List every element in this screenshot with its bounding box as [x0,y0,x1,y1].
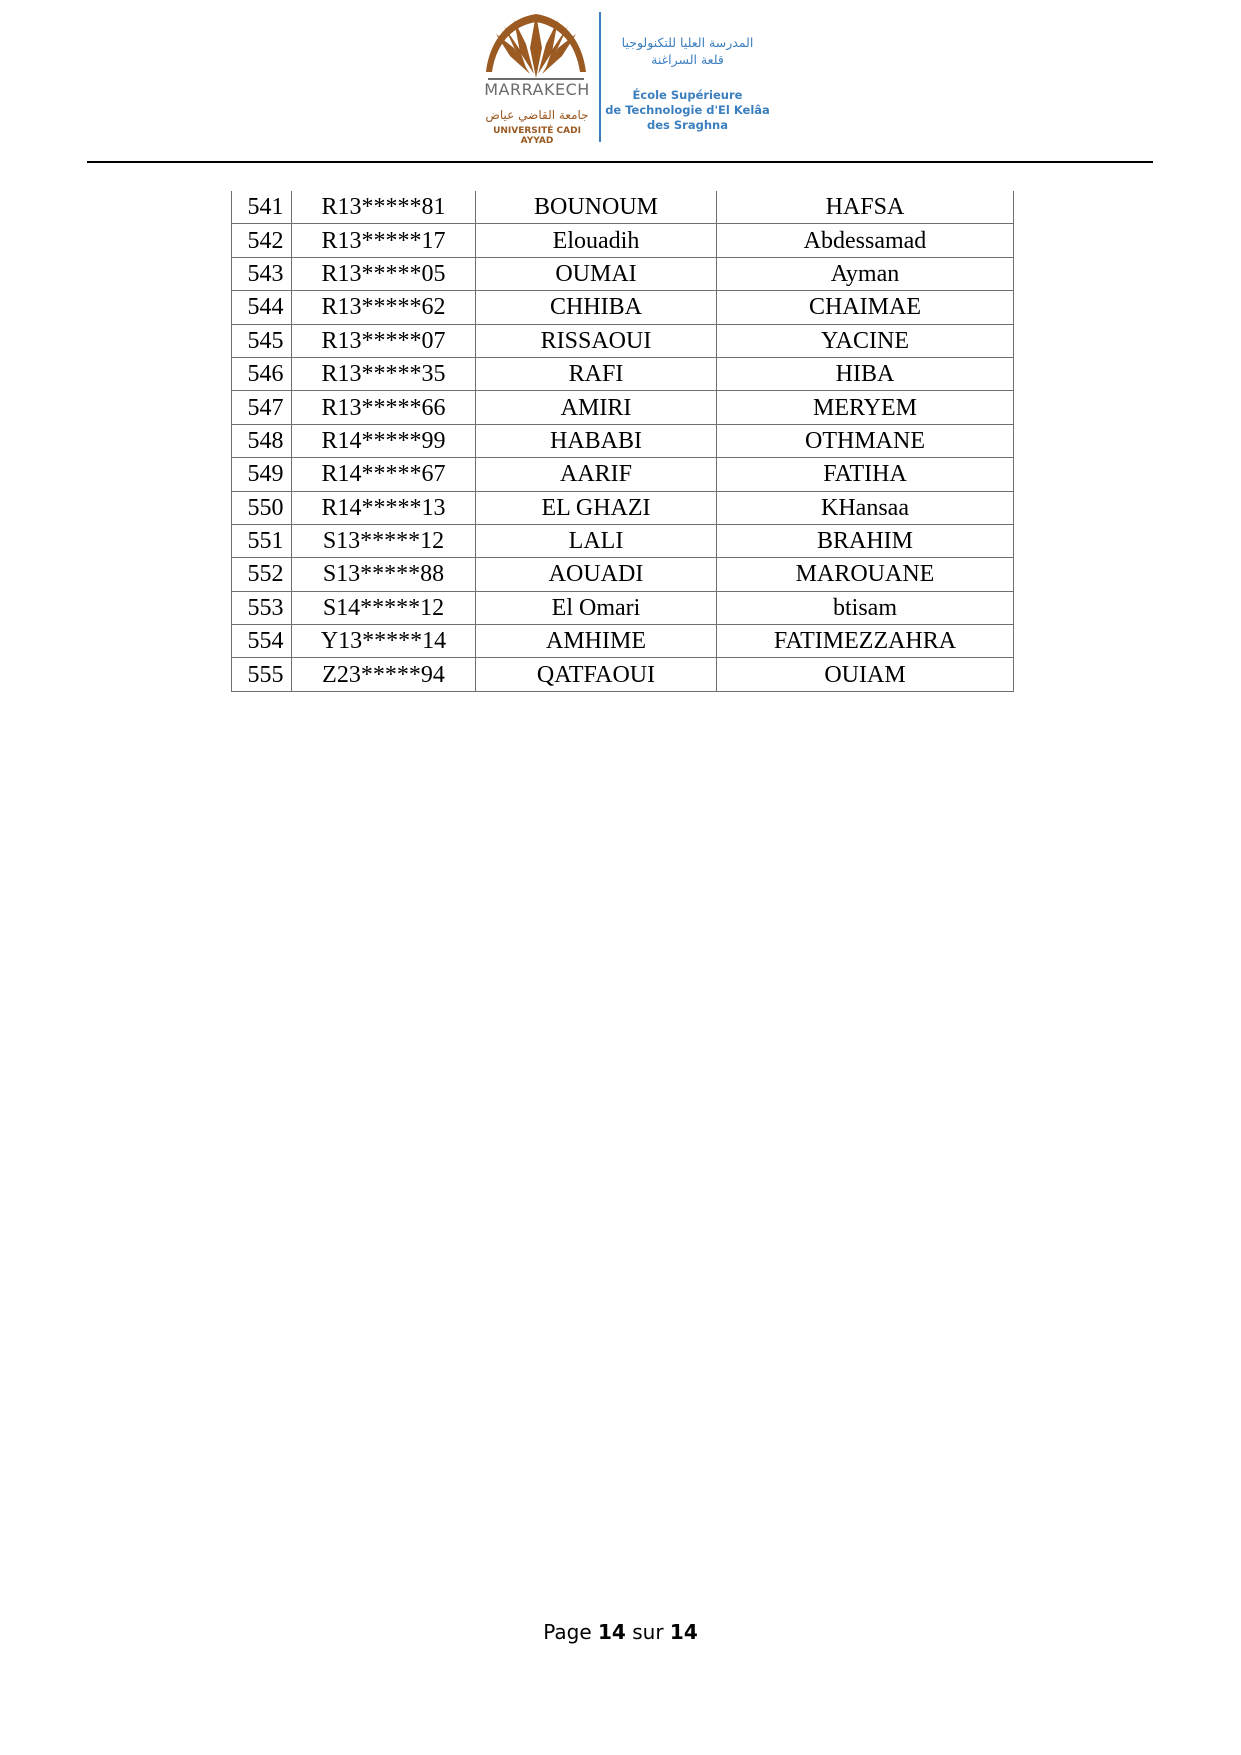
row-number-cell: 544 [232,291,292,324]
school-french-line-2: de Technologie d'El Kelâa [605,103,770,117]
row-number-cell: 541 [232,191,292,224]
page-word: Page [543,1620,592,1644]
student-id-cell: S13*****88 [292,558,476,591]
last-name-cell: LALI [476,524,717,557]
school-name-arabic [605,34,770,68]
last-name-cell: HABABI [476,424,717,457]
row-number-cell: 547 [232,391,292,424]
page-footer [0,1620,1241,1644]
student-id-cell: S13*****12 [292,524,476,557]
row-number-cell: 554 [232,625,292,658]
table-row [232,424,1014,457]
student-id-cell: R13*****07 [292,324,476,357]
row-number-cell: 551 [232,524,292,557]
first-name-cell: FATIHA [717,458,1014,491]
student-id-cell: R13*****17 [292,224,476,257]
last-name-cell: RISSAOUI [476,324,717,357]
last-name-cell: OUMAI [476,257,717,290]
table-row [232,658,1014,691]
first-name-cell: HAFSA [717,191,1014,224]
school-arabic-line-1: المدرسة العليا للتكنولوجيا [621,35,754,50]
table-row [232,324,1014,357]
institution-logo [480,8,770,146]
table-row [232,357,1014,390]
last-name-cell: CHHIBA [476,291,717,324]
logo-city-name: MARRAKECH [484,80,590,99]
school-french-line-3: des Sraghna [647,118,728,132]
palm-arch-logo-icon [480,8,592,88]
first-name-cell: HIBA [717,357,1014,390]
university-name-arabic: جامعة القاضي عياض [485,108,589,122]
student-id-cell: R14*****67 [292,458,476,491]
table-row [232,191,1014,224]
student-id-cell: S14*****12 [292,591,476,624]
logo-divider [599,12,601,142]
first-name-cell: YACINE [717,324,1014,357]
student-id-cell: R13*****35 [292,357,476,390]
student-id-cell: R13*****81 [292,191,476,224]
student-id-cell: R13*****62 [292,291,476,324]
row-number-cell: 552 [232,558,292,591]
last-name-cell: QATFAOUI [476,658,717,691]
student-id-cell: Y13*****14 [292,625,476,658]
school-french-line-1: École Supérieure [632,88,743,102]
last-name-cell: AMHIME [476,625,717,658]
school-name-french [605,88,770,133]
row-number-cell: 546 [232,357,292,390]
first-name-cell: Abdessamad [717,224,1014,257]
table-row [232,558,1014,591]
first-name-cell: OTHMANE [717,424,1014,457]
row-number-cell: 550 [232,491,292,524]
table-row [232,491,1014,524]
first-name-cell: MAROUANE [717,558,1014,591]
table-row [232,625,1014,658]
table-row [232,224,1014,257]
header-divider [87,161,1153,163]
last-name-cell: BOUNOUM [476,191,717,224]
total-pages-number: 14 [669,1620,698,1644]
first-name-cell: Ayman [717,257,1014,290]
last-name-cell: El Omari [476,591,717,624]
student-id-cell: R13*****66 [292,391,476,424]
last-name-cell: EL GHAZI [476,491,717,524]
table-row [232,524,1014,557]
first-name-cell: btisam [717,591,1014,624]
row-number-cell: 542 [232,224,292,257]
first-name-cell: CHAIMAE [717,291,1014,324]
of-word: sur [632,1620,664,1644]
first-name-cell: MERYEM [717,391,1014,424]
row-number-cell: 543 [232,257,292,290]
student-id-cell: Z23*****94 [292,658,476,691]
last-name-cell: AMIRI [476,391,717,424]
last-name-cell: Elouadih [476,224,717,257]
row-number-cell: 548 [232,424,292,457]
current-page-number: 14 [598,1620,626,1644]
first-name-cell: FATIMEZZAHRA [717,625,1014,658]
row-number-cell: 545 [232,324,292,357]
table-row [232,291,1014,324]
last-name-cell: RAFI [476,357,717,390]
first-name-cell: BRAHIM [717,524,1014,557]
table-row [232,257,1014,290]
school-arabic-line-2: قلعة السراغنة [651,52,724,67]
row-number-cell: 555 [232,658,292,691]
table-row [232,391,1014,424]
last-name-cell: AARIF [476,458,717,491]
university-name-french: UNIVERSITÉ CADI AYYAD [493,126,581,146]
student-id-cell: R13*****05 [292,257,476,290]
last-name-cell: AOUADI [476,558,717,591]
student-id-cell: R14*****99 [292,424,476,457]
row-number-cell: 553 [232,591,292,624]
first-name-cell: KHansaa [717,491,1014,524]
student-list-body [232,191,1014,691]
row-number-cell: 549 [232,458,292,491]
table-row [232,591,1014,624]
table-row [232,458,1014,491]
student-list-table [231,191,1014,692]
student-id-cell: R14*****13 [292,491,476,524]
first-name-cell: OUIAM [717,658,1014,691]
